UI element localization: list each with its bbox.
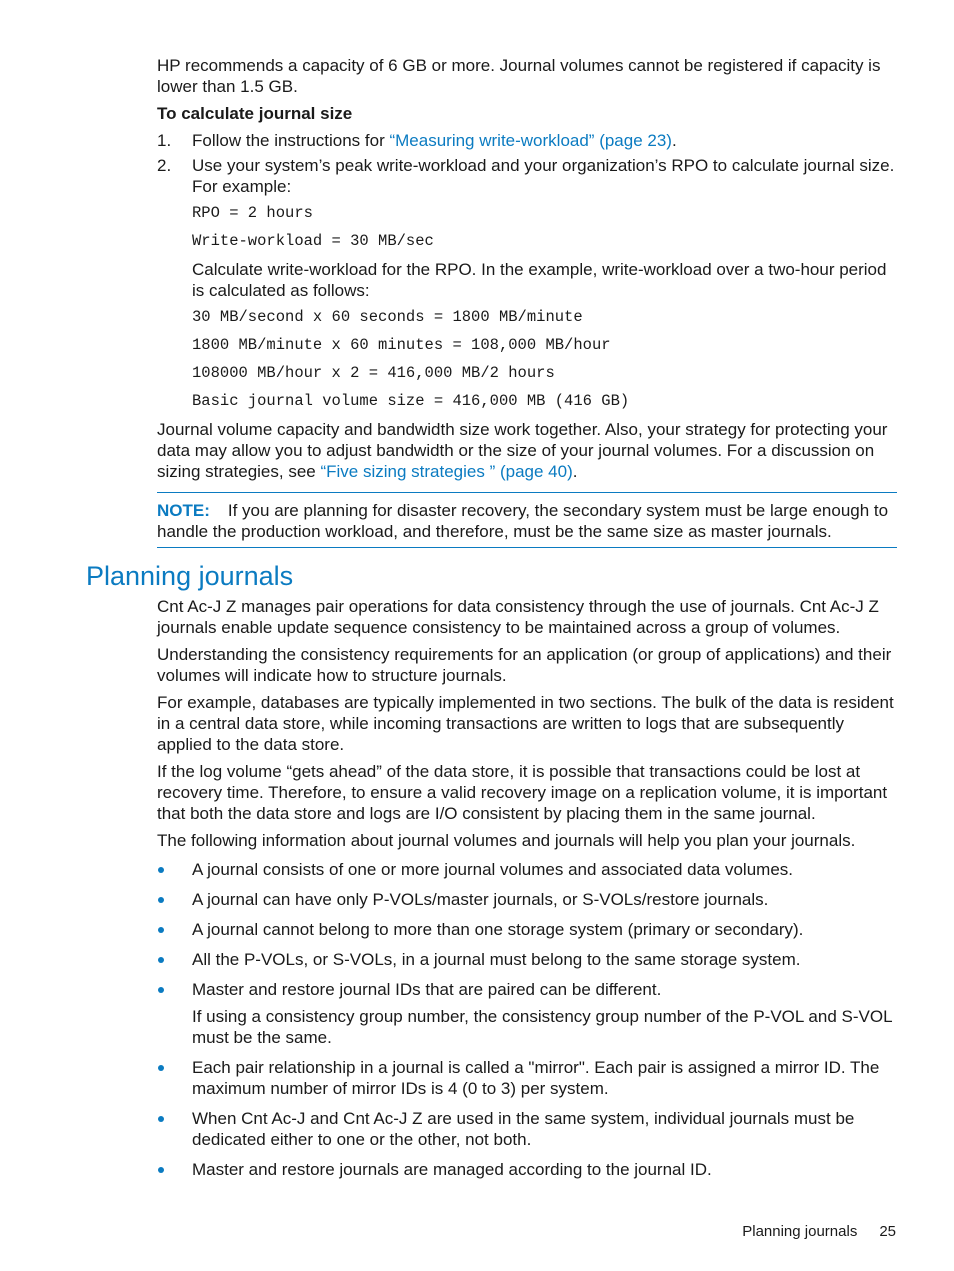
footer-section-title: Planning journals: [742, 1223, 858, 1240]
code-line-rpo: RPO = 2 hours: [192, 204, 313, 222]
step-1: [157, 130, 897, 151]
journal-bullet-list: [157, 859, 897, 1180]
section-paragraph-1: Cnt Ac-J Z manages pair operations for data consistency through the use of journals. Cnt Ac-J Z journals enable update sequence consistency to be maintained across a group of volumes.: [157, 597, 879, 637]
calculate-paragraph: Calculate write-workload for the RPO. In the example, write-workload over a two-hour period is calculated as follows:: [192, 260, 887, 300]
list-item: [157, 979, 897, 1048]
section-paragraph-3: For example, databases are typically implemented in two sections. The bulk of the data is resident in a central data store, while incoming transactions are written to logs that are subsequently applied to the data store.: [157, 693, 894, 754]
step-2: [157, 155, 897, 197]
section-paragraph-2: Understanding the consistency requirements for an application (or group of applications) and their volumes will indicate how to structure journals.: [157, 645, 892, 685]
bullet-icon: [158, 927, 164, 933]
list-item-text: Master and restore journals are managed according to the journal ID.: [192, 1160, 712, 1179]
bullet-icon: [158, 1167, 164, 1173]
code-line-write-workload: Write-workload = 30 MB/sec: [192, 232, 434, 250]
list-item: [157, 889, 897, 910]
list-item-text: A journal cannot belong to more than one storage system (primary or secondary).: [192, 920, 804, 939]
step-text: Use your system’s peak write-workload and your organization’s RPO to calculate journal size. For example:: [192, 156, 895, 196]
list-item-text: Master and restore journal IDs that are paired can be different.: [192, 980, 662, 999]
note-text: If you are planning for disaster recovery, the secondary system must be large enough to handle the production workload, and therefore, must be the same size as master journals.: [157, 501, 889, 541]
bullet-icon: [158, 1116, 164, 1122]
measuring-write-workload-link[interactable]: “Measuring write-workload” (page 23): [389, 131, 672, 150]
bandwidth-text: Journal volume capacity and bandwidth size work together. Also, your strategy for protecting your data may allow you to adjust bandwidth or the size of your journal volumes. For a discussion on sizing strategies, see: [157, 420, 888, 481]
list-item-subtext: If using a consistency group number, the consistency group number of the P-VOL and S-VOL must be the same.: [192, 1007, 892, 1047]
code-line-minutes: 1800 MB/minute x 60 minutes = 108,000 MB/hour: [192, 336, 611, 354]
note-box: [157, 492, 897, 548]
bullet-icon: [158, 897, 164, 903]
list-item-text: When Cnt Ac-J and Cnt Ac-J Z are used in the same system, individual journals must be dedicated either to one or the other, not both.: [192, 1109, 855, 1149]
bullet-icon: [158, 987, 164, 993]
note-label: NOTE:: [157, 501, 210, 520]
five-sizing-strategies-link[interactable]: “Five sizing strategies ” (page 40): [320, 462, 573, 481]
code-line-basic-size: Basic journal volume size = 416,000 MB (416 GB): [192, 392, 630, 410]
section-paragraph-5: The following information about journal volumes and journals will help you plan your journals.: [157, 831, 856, 850]
bandwidth-paragraph: [157, 419, 897, 482]
bullet-icon: [158, 957, 164, 963]
list-item: [157, 1057, 897, 1099]
list-item: [157, 859, 897, 880]
page-number: 25: [879, 1223, 896, 1240]
page-content: [86, 55, 897, 1189]
list-item: [157, 1159, 897, 1180]
list-item: [157, 949, 897, 970]
step-punctuation: .: [671, 131, 677, 150]
capacity-paragraph: HP recommends a capacity of 6 GB or more. Journal volumes cannot be registered if capacity is lower than 1.5 GB.: [157, 56, 881, 96]
bandwidth-punctuation: .: [572, 462, 578, 481]
code-line-hours: 108000 MB/hour x 2 = 416,000 MB/2 hours: [192, 364, 555, 382]
section-paragraph-4: If the log volume “gets ahead” of the data store, it is possible that transactions could be lost at recovery time. Therefore, to ensure a valid recovery image on a replication volume, it is important that both the data store and logs are I/O consistent by placing them in the same journal.: [157, 762, 888, 823]
code-line-seconds: 30 MB/second x 60 seconds = 1800 MB/minute: [192, 308, 583, 326]
list-item-text: A journal consists of one or more journal volumes and associated data volumes.: [192, 860, 793, 879]
list-item: [157, 919, 897, 940]
procedure-title: To calculate journal size: [157, 104, 353, 123]
bullet-icon: [158, 1065, 164, 1071]
step-number: 2.: [157, 156, 172, 175]
procedure-steps: [157, 130, 897, 197]
section-heading: Planning journals: [86, 561, 294, 591]
step-number: 1.: [157, 131, 172, 150]
step-text: Follow the instructions for: [192, 131, 390, 150]
list-item-text: Each pair relationship in a journal is called a "mirror". Each pair is assigned a mirror ID. The maximum number of mirror IDs is 4 (0 to 3) per system.: [192, 1058, 880, 1098]
list-item-text: All the P-VOLs, or S-VOLs, in a journal must belong to the same storage system.: [192, 950, 801, 969]
page-footer: [742, 1222, 896, 1242]
list-item: [157, 1108, 897, 1150]
bullet-icon: [158, 867, 164, 873]
list-item-text: A journal can have only P-VOLs/master journals, or S-VOLs/restore journals.: [192, 890, 769, 909]
